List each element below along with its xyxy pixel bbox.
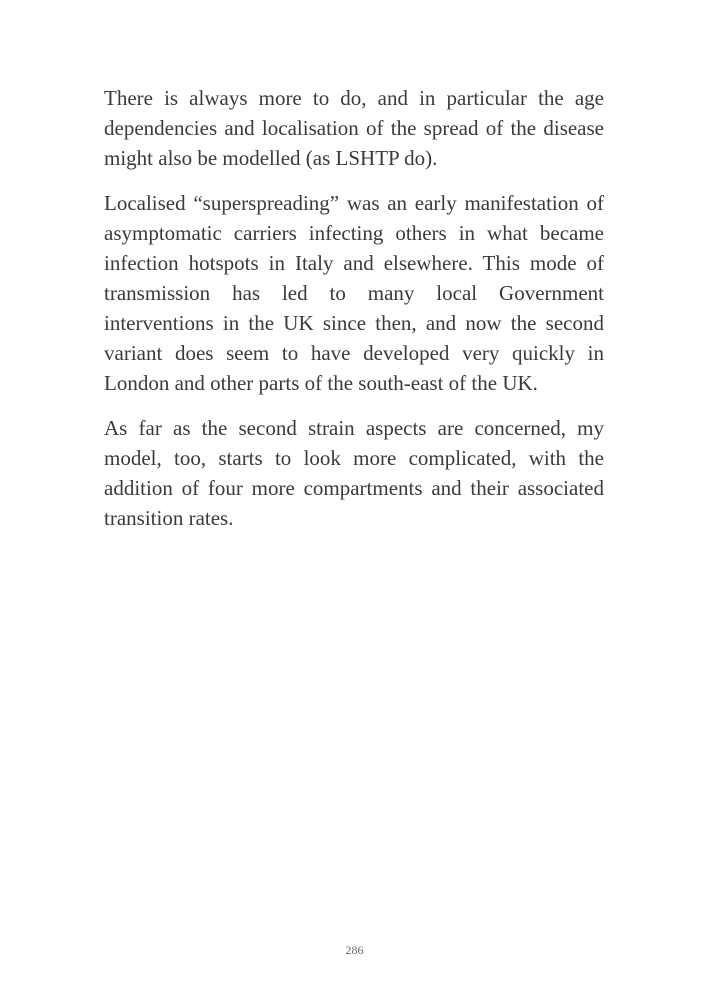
paragraph-3: As far as the second strain aspects are concerned, my model, too, starts to look more complicated, with the addition of four more compartments and their associated transition rates. [104, 416, 604, 530]
page-number: 286 [345, 943, 364, 957]
body-text [104, 83, 604, 548]
paragraph-2: Localised “superspreading” was an early manifestation of asymptomatic carriers infecting others in what became infection hotspots in Italy and elsewhere. This mode of transmission has led to many local Government interventions in the UK since then, and now the second variant does seem to have developed very quickly in London and other parts of the south-east of the UK. [104, 191, 604, 395]
paragraph-1: There is always more to do, and in particular the age dependencies and localisation of the spread of the disease might also be modelled (as LSHTP do). [104, 86, 604, 170]
